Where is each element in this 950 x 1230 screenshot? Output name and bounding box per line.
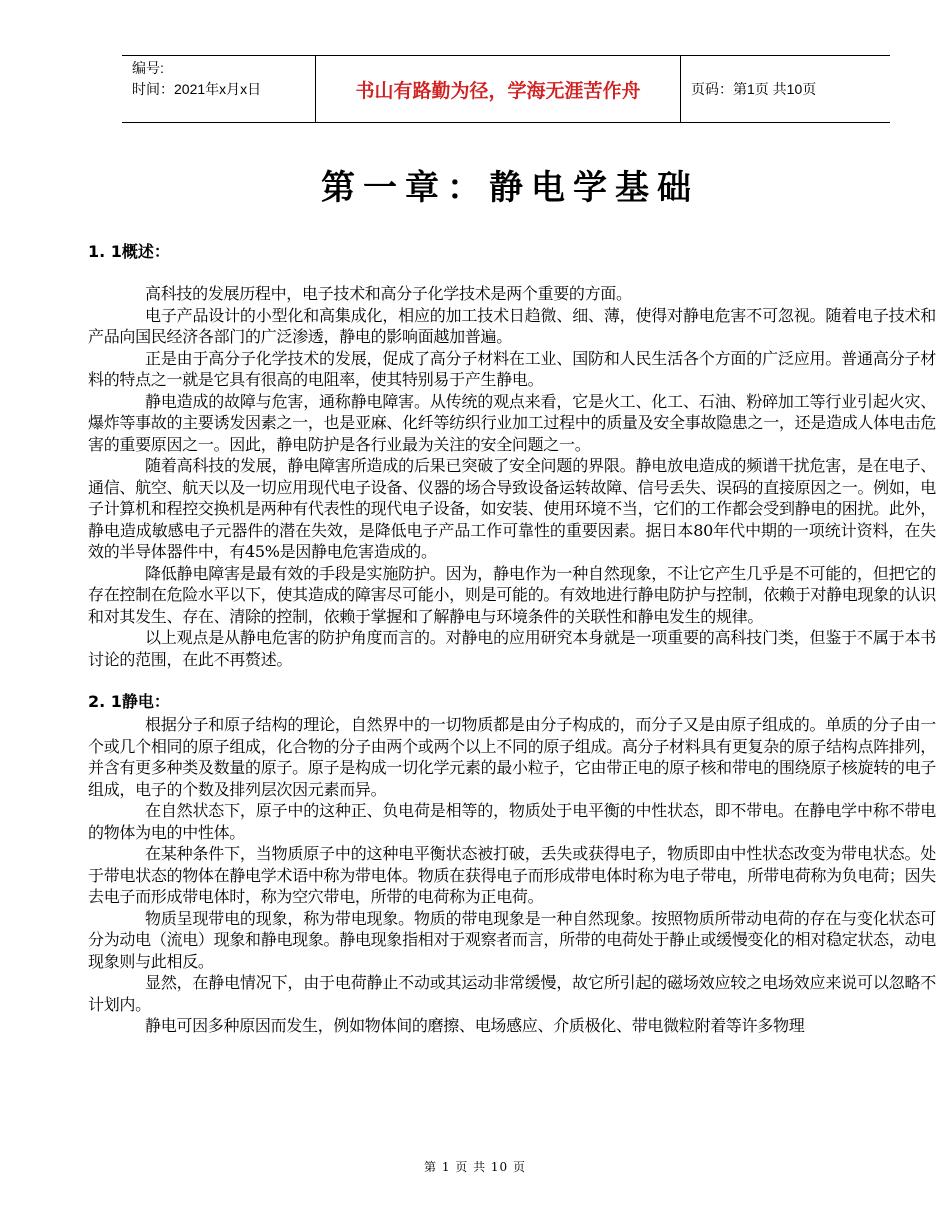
paragraph: 在自然状态下，原子中的这种正、负电荷是相等的，物质处于电平衡的中性状态，即不带电。在静电学中称不带电的物体为电的中性体。	[88, 801, 936, 842]
paragraph: 电子产品设计的小型化和高集成化，相应的加工技术日趋微、细、薄，使得对静电危害不可忽视。随着电子技术和产品向国民经济各部门的广泛渗透，静电的影响面越加普遍。	[88, 305, 936, 346]
paragraph: 高科技的发展历程中，电子技术和高分子化学技术是两个重要的方面。	[145, 284, 632, 303]
paragraph: 物质呈现带电的现象，称为带电现象。物质的带电现象是一种自然现象。按照物质所带动电荷的存在与变化状态可分为动电（流电）现象和静电现象。静电现象指相对于观察者而言，所带的电荷处于静止或缓慢变化的相对稳定状态，动电现象则与此相反。	[88, 908, 936, 971]
header-motto: 书山有路勤为径，学海无涯苦作舟	[316, 56, 681, 122]
section-heading-overview: 1. 1概述：	[88, 242, 170, 261]
page-footer: 第 1 页 共 10 页	[424, 1160, 526, 1174]
document-body	[88, 240, 936, 1037]
paragraph: 随着高科技的发展，静电障害所造成的后果已突破了安全问题的界限。静电放电造成的频谱干扰危害，是在电子、通信、航空、航天以及一切应用现代电子设备、仪器的场合导致设备运转故障、信号丢失、误码的直接原因之一。例如，电子计算机和程控交换机是两种有代表性的现代电子设备，如安装、使用环境不当，它们的工作都会受到静电的困扰。此外，静电造成敏感电子元器件的潜在失效，是降低电子产品工作可靠性的重要因素。据日本80年代中期的一项统计资料，在失效的半导体器件中，有45%是因静电危害造成的。	[88, 456, 936, 561]
paragraph: 正是由于高分子化学技术的发展，促成了高分子材料在工业、国防和人民生活各个方面的广泛应用。普通高分子材料的特点之一就是它具有很高的电阻率，使其特别易于产生静电。	[88, 348, 936, 389]
paragraph: 显然，在静电情况下，由于电荷静止不动或其运动非常缓慢，故它所引起的磁场效应较之电场效应来说可以忽略不计划内。	[88, 973, 936, 1014]
header-page-info: 页码：第1页 共10页	[691, 81, 817, 97]
paragraph: 在某种条件下，当物质原子中的这种电平衡状态被打破，丢失或获得电子，物质即由中性状态改变为带电状态。处于带电状态的物体在静电学术语中称为带电体。物质在获得电子而形成带电体时称为电子带电，所带电荷称为负电荷；因失去电子而形成带电体时，称为空穴带电，所带的电荷称为正电荷。	[88, 844, 936, 906]
time-label: 时间：2021年x月x日	[132, 81, 262, 97]
header-meta	[122, 56, 316, 122]
paragraph: 根据分子和原子结构的理论，自然界中的一切物质都是由分子构成的，而分子又是由原子组成的。单质的分子由一个或几个相同的原子组成，化合物的分子由两个或两个以上不同的原子组成。高分子材料具有更复杂的原子结构点阵排列，并含有更多种类及数量的原子。原子是构成一切化学元素的最小粒子，它由带正电的原子核和带电的围绕原子核旋转的电子组成，电子的个数及排列层次因元素而异。	[88, 715, 936, 799]
chapter-title: 第一章：静电学基础	[321, 168, 699, 208]
page-header	[122, 55, 890, 123]
section-heading-static-electricity: 2. 1静电：	[88, 692, 170, 711]
paragraph: 降低静电障害是最有效的手段是实施防护。因为，静电作为一种自然现象，不让它产生几乎是不可能的，但把它的存在控制在危险水平以下，使其造成的障害尽可能小，则是可能的。有效地进行静电防护与控制，依赖于对静电现象的认识和对其发生、存在、清除的控制，依赖于掌握和了解静电与环境条件的关联性和静电发生的规律。	[88, 563, 936, 626]
paragraph: 静电可因多种原因而发生，例如物体间的磨擦、电场感应、介质极化、带电微粒附着等许多物理	[145, 1016, 805, 1035]
paragraph: 静电造成的故障与危害，通称静电障害。从传统的观点来看，它是火工、化工、石油、粉碎加工等行业引起火灾、爆炸等事故的主要诱发因素之一，也是亚麻、化纤等纺织行业加工过程中的质量及安全事故隐患之一，还是造成人体电击危害的重要原因之一。因此，静电防护是各行业最为关注的安全问题之一。	[88, 391, 936, 454]
paragraph: 以上观点是从静电危害的防护角度而言的。对静电的应用研究本身就是一项重要的高科技门类，但鉴于不属于本书讨论的范围，在此不再赘述。	[88, 628, 936, 669]
code-label: 编号:	[132, 60, 164, 76]
